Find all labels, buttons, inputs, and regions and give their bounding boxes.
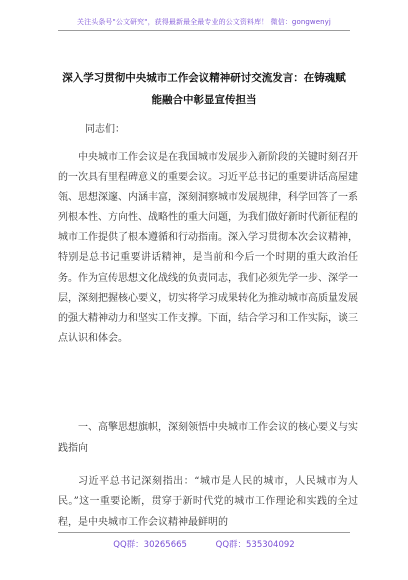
footer-qq-group-1: QQ群：30265665: [113, 540, 187, 550]
footer-divider: [58, 532, 350, 533]
header-divider: [58, 30, 350, 31]
header-banner: 关注头条号"公文研究"，获得最新最全最专业的公文资料库！ 微信：gongwenyj: [77, 18, 331, 26]
section-heading-1: 一、高擎思想旗帜，深刻领悟中央城市工作会议的核心要义与实践指向: [58, 422, 358, 454]
footer: [0, 538, 408, 550]
salutation: 同志们：: [85, 124, 125, 135]
body-paragraph-section-1: 习近平总书记深刻指出：“城市是人民的城市，人民城市为人民。”这一重要论断，贯穿于新时代党的城市工作理论和实践的全过程，是中央城市工作会议精神最鲜明的: [58, 476, 358, 528]
document-title: 深入学习贯彻中央城市工作会议精神研讨交流发言：在铸魂赋能融合中彰显宣传担当: [62, 72, 346, 106]
footer-qq-group-2: QQ群：535304092: [215, 540, 295, 550]
body-paragraph-intro: 中央城市工作会议是在我国城市发展步入新阶段的关键时刻召开的一次具有里程碑意义的重要会议。习近平总书记的重要讲话高屋建瓴、思想深邃、内涵丰富，深刻洞察城市发展规律，科学回答了一系列根本性、方向性、战略性的重大问题，为我们做好新时代新征程的城市工作提供了根本遵循和行动指南。深入学习贯彻本次会议精神，特别是总书记重要讲话精神，是当前和今后一个时期的重大政治任务。作为宣传思想文化战线的负责同志，我们必须先学一步、深学一层，深刻把握核心要义，切实将学习成果转化为推动城市高质量发展的强大精神动力和坚实工作支撑。下面，结合学习和工作实际，谈三点认识和体会。: [58, 152, 358, 344]
